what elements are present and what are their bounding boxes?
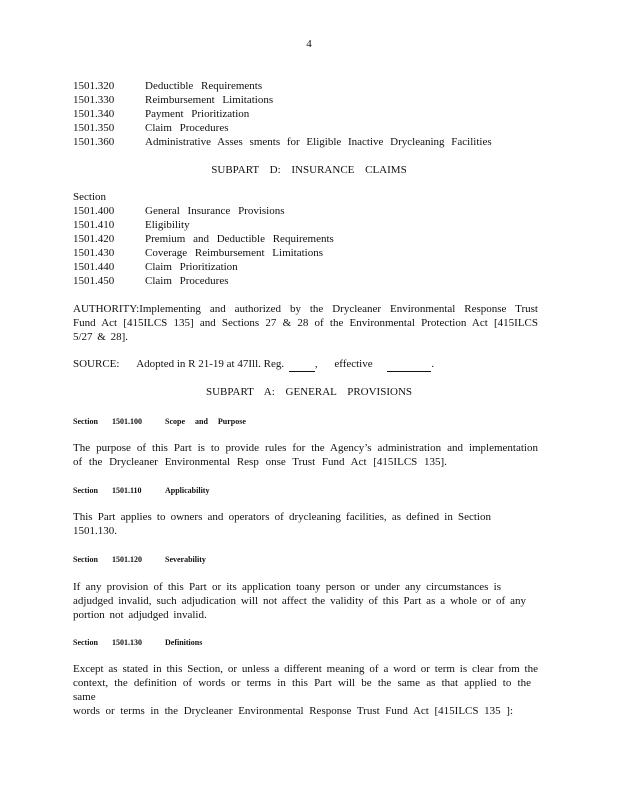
- source-text: Adopted in R 21-19 at 47Ill. Reg.: [136, 358, 285, 370]
- section-label: Section: [73, 555, 98, 564]
- toc-section-title: Claim Procedures: [145, 275, 229, 287]
- section-body: [73, 580, 526, 622]
- section-body: [73, 510, 491, 538]
- section-heading: [73, 636, 203, 650]
- toc-section-number: 1501.410: [73, 219, 115, 231]
- section-label: Section: [73, 638, 98, 647]
- section-body: [73, 662, 538, 718]
- section-number: 1501.130: [112, 638, 142, 647]
- toc-section-number: 1501.430: [73, 247, 115, 259]
- section-title: Scope and Purpose: [165, 417, 246, 426]
- body-line: words or terms in the Drycleaner Environmental Response Trust Fund Act [415ILCS 135 ]:: [73, 705, 513, 717]
- section-heading: [73, 553, 206, 567]
- section-title: Applicability: [165, 486, 210, 495]
- subpart-d-heading: SUBPART D: INSURANCE CLAIMS: [211, 164, 407, 176]
- toc-section-number: 1501.360: [73, 136, 115, 148]
- subpart-a-heading: SUBPART A: GENERAL PROVISIONS: [206, 386, 412, 398]
- toc-section-title: Eligibility: [145, 219, 190, 231]
- toc-section-title: General Insurance Provisions: [145, 205, 285, 217]
- source-label: SOURCE:: [73, 358, 120, 370]
- page-number: 4: [306, 38, 312, 50]
- section-label: Section: [73, 417, 98, 426]
- body-line: 1501.130.: [73, 525, 117, 537]
- toc-section-number: 1501.320: [73, 80, 115, 92]
- body-line: context, the definition of words or terms in this Part will be the same as that applied to the same: [73, 677, 531, 703]
- toc-section-title: Deductible Requirements: [145, 80, 263, 92]
- toc-section-number: 1501.340: [73, 108, 115, 120]
- blank-register-page: [289, 357, 315, 372]
- source-note: SOURCE: Adopted in R 21-19 at 47Ill. Reg. , effective .: [73, 358, 435, 370]
- toc-section-title: Payment Prioritization: [145, 108, 250, 120]
- section-number: 1501.120: [112, 555, 142, 564]
- toc-section-title: Claim Prioritization: [145, 261, 238, 273]
- body-line: The purpose of this Part is to provide rules for the Agency’s administration and implementation: [73, 442, 538, 454]
- authority-note: [73, 302, 538, 344]
- source-effective: effective: [334, 358, 373, 370]
- authority-line: Fund Act [415ILCS 135] and Sections 27 & 28 of the Environmental Protection Act [415ILCS: [73, 317, 538, 329]
- body-line: portion not adjudged invalid.: [73, 609, 207, 621]
- section-label: Section: [73, 486, 98, 495]
- section-number: 1501.110: [112, 486, 142, 495]
- toc-section-number: 1501.440: [73, 261, 115, 273]
- body-line: Except as stated in this Section, or unless a different meaning of a word or term is clear from the: [73, 663, 538, 675]
- toc-section-number: 1501.330: [73, 94, 115, 106]
- authority-line: AUTHORITY:Implementing and authorized by the Drycleaner Environmental Response Trust: [73, 303, 538, 315]
- body-line: of the Drycleaner Environmental Resp onse Trust Fund Act [415ILCS 135].: [73, 456, 447, 468]
- section-heading: [73, 484, 210, 498]
- section-title: Definitions: [165, 638, 203, 647]
- authority-line: 5/27 & 28].: [73, 331, 129, 343]
- toc-section-title: Claim Procedures: [145, 122, 229, 134]
- body-line: If any provision of this Part or its application toany person or under any circumstances is: [73, 581, 501, 593]
- toc-section-number: 1501.400: [73, 205, 115, 217]
- toc-section-title: Coverage Reimbursement Limitations: [145, 247, 324, 259]
- section-title: Severability: [165, 555, 206, 564]
- body-line: This Part applies to owners and operators of drycleaning facilities, as defined in Section: [73, 511, 491, 523]
- toc-section-title: Premium and Deductible Requirements: [145, 233, 334, 245]
- toc-section-title: Reimbursement Limitations: [145, 94, 274, 106]
- section-label: Section: [73, 191, 106, 203]
- toc-section-number: 1501.420: [73, 233, 115, 245]
- toc-section-number: 1501.450: [73, 275, 115, 287]
- body-line: adjudged invalid, such adjudication will not affect the validity of this Part as a whole or of any: [73, 595, 526, 607]
- section-heading: [73, 415, 246, 429]
- section-body: [73, 441, 538, 469]
- toc-section-number: 1501.350: [73, 122, 115, 134]
- section-number: 1501.100: [112, 417, 142, 426]
- blank-effective-date: [387, 357, 431, 372]
- toc-section-title: Administrative Asses sments for Eligible Inactive Drycleaning Facilities: [145, 136, 492, 148]
